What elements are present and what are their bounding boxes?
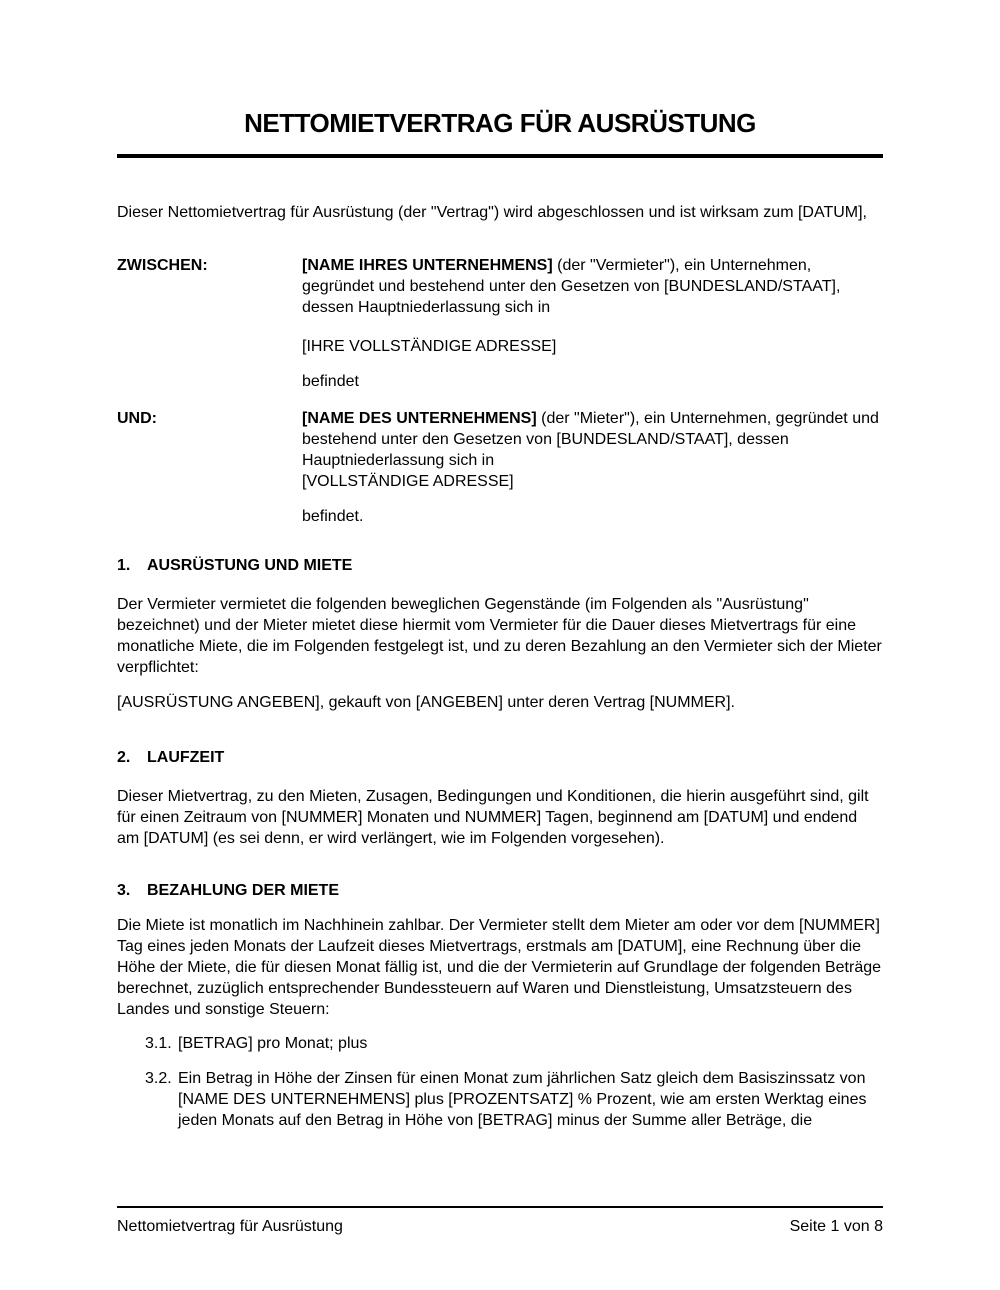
party-name-placeholder: [NAME IHRES UNTERNEHMENS] [302,257,553,274]
footer-page-number: Seite 1 von 8 [789,1218,883,1235]
section-title: LAUFZEIT [147,749,225,766]
party-label: ZWISCHEN: [117,257,208,274]
section-paragraph: Der Vermieter vermietet die folgenden beweglichen Gegenstände (im Folgenden als "Ausrüstung" bezeichnet) und der Mieter mietet diese hiermit vom Vermieter für die Dauer dieses Mietvertrags für eine monatliche Miete, die im Folgenden festgelegt ist, und zu deren Bezahlung an den Vermieter sich der Mieter verpflichtet: [117,596,882,676]
section-heading-2 [117,747,883,768]
section-paragraph: Dieser Mietvertrag, zu den Mieten, Zusagen, Bedingungen und Konditionen, die hierin ausgeführt sind, gilt für einen Zeitraum von [NUMMER] Monaten und NUMMER] Tagen, beginnend am [DATUM] und endend am [DATUM] (es sei denn, er wird verlängert, wie im Folgenden vorgesehen). [117,788,869,847]
subitem-text: Ein Betrag in Höhe der Zinsen für einen Monat zum jährlichen Satz gleich dem Basiszinssatz von [NAME DES UNTERNEHMENS] plus [PROZENTSATZ] % Prozent, wie am ersten Werktag eines jeden Monats auf den Betrag in Höhe von [BETRAG] minus der Summe aller Beträge, die [178,1070,867,1129]
party-closing: befindet. [302,508,364,525]
party-row-lessor [117,255,883,392]
party-closing: befindet [302,373,359,390]
party-description-text: (der "Vermieter"), ein Unternehmen, gegründet und bestehend unter den Gesetzen von [BUNDESLAND/STAAT], dessen Hauptniederlassung sich in [302,257,841,316]
party-body [302,408,883,527]
party-label: UND: [117,410,157,427]
page-title: NETTOMIETVERTRAG FÜR AUSRÜSTUNG [244,108,756,138]
party-description-text: (der "Mieter"), ein Unternehmen, gegründet und bestehend unter den Gesetzen von [BUNDESLAND/STAAT], dessen Hauptniederlassung sich in [302,410,879,469]
subitem-number: 3.1. [145,1035,172,1052]
section-heading-3 [117,880,883,901]
footer-document-title: Nettomietvertrag für Ausrüstung [117,1218,343,1235]
party-name-placeholder: [NAME DES UNTERNEHMENS] [302,410,537,427]
party-row-lessee [117,408,883,527]
subitem-text: [BETRAG] pro Monat; plus [178,1035,368,1052]
party-body [302,255,883,392]
party-address: [VOLLSTÄNDIGE ADRESSE] [302,473,514,490]
party-address: [IHRE VOLLSTÄNDIGE ADRESSE] [302,338,557,355]
section-title: AUSRÜSTUNG UND MIETE [147,557,353,574]
section-paragraph: Die Miete ist monatlich im Nachhinein zahlbar. Der Vermieter stellt dem Mieter am oder vor dem [NUMMER] Tag eines jeden Monats der Laufzeit dieses Mietvertrags, erstmals am [DATUM], eine Rechnung über die Höhe der Miete, die für diesen Monat fällig ist, und die der Vermieterin auf Grundlage der folgenden Beträge berechnet, zuzüglich entsprechender Bundessteuern auf Waren und Dienstleistung, Umsatzsteuern des Landes und sonstige Steuern: [117,917,882,1018]
section-number: 2. [117,749,131,766]
intro-paragraph: Dieser Nettomietvertrag für Ausrüstung (der "Vertrag") wird abgeschlossen und ist wirksam zum [DATUM], [117,204,867,221]
section-paragraph: [AUSRÜSTUNG ANGEBEN], gekauft von [ANGEBEN] unter deren Vertrag [NUMMER]. [117,694,735,711]
section-heading-1 [117,555,883,576]
subitem-number: 3.2. [145,1070,172,1087]
page-footer [117,1206,883,1237]
party-description [302,408,883,471]
title-rule [117,154,883,158]
subitem-3-2 [145,1068,883,1131]
section-number: 3. [117,882,131,899]
section-number: 1. [117,557,131,574]
subitem-3-1 [145,1033,883,1054]
party-description [302,255,883,318]
section-title: BEZAHLUNG DER MIETE [147,882,339,899]
